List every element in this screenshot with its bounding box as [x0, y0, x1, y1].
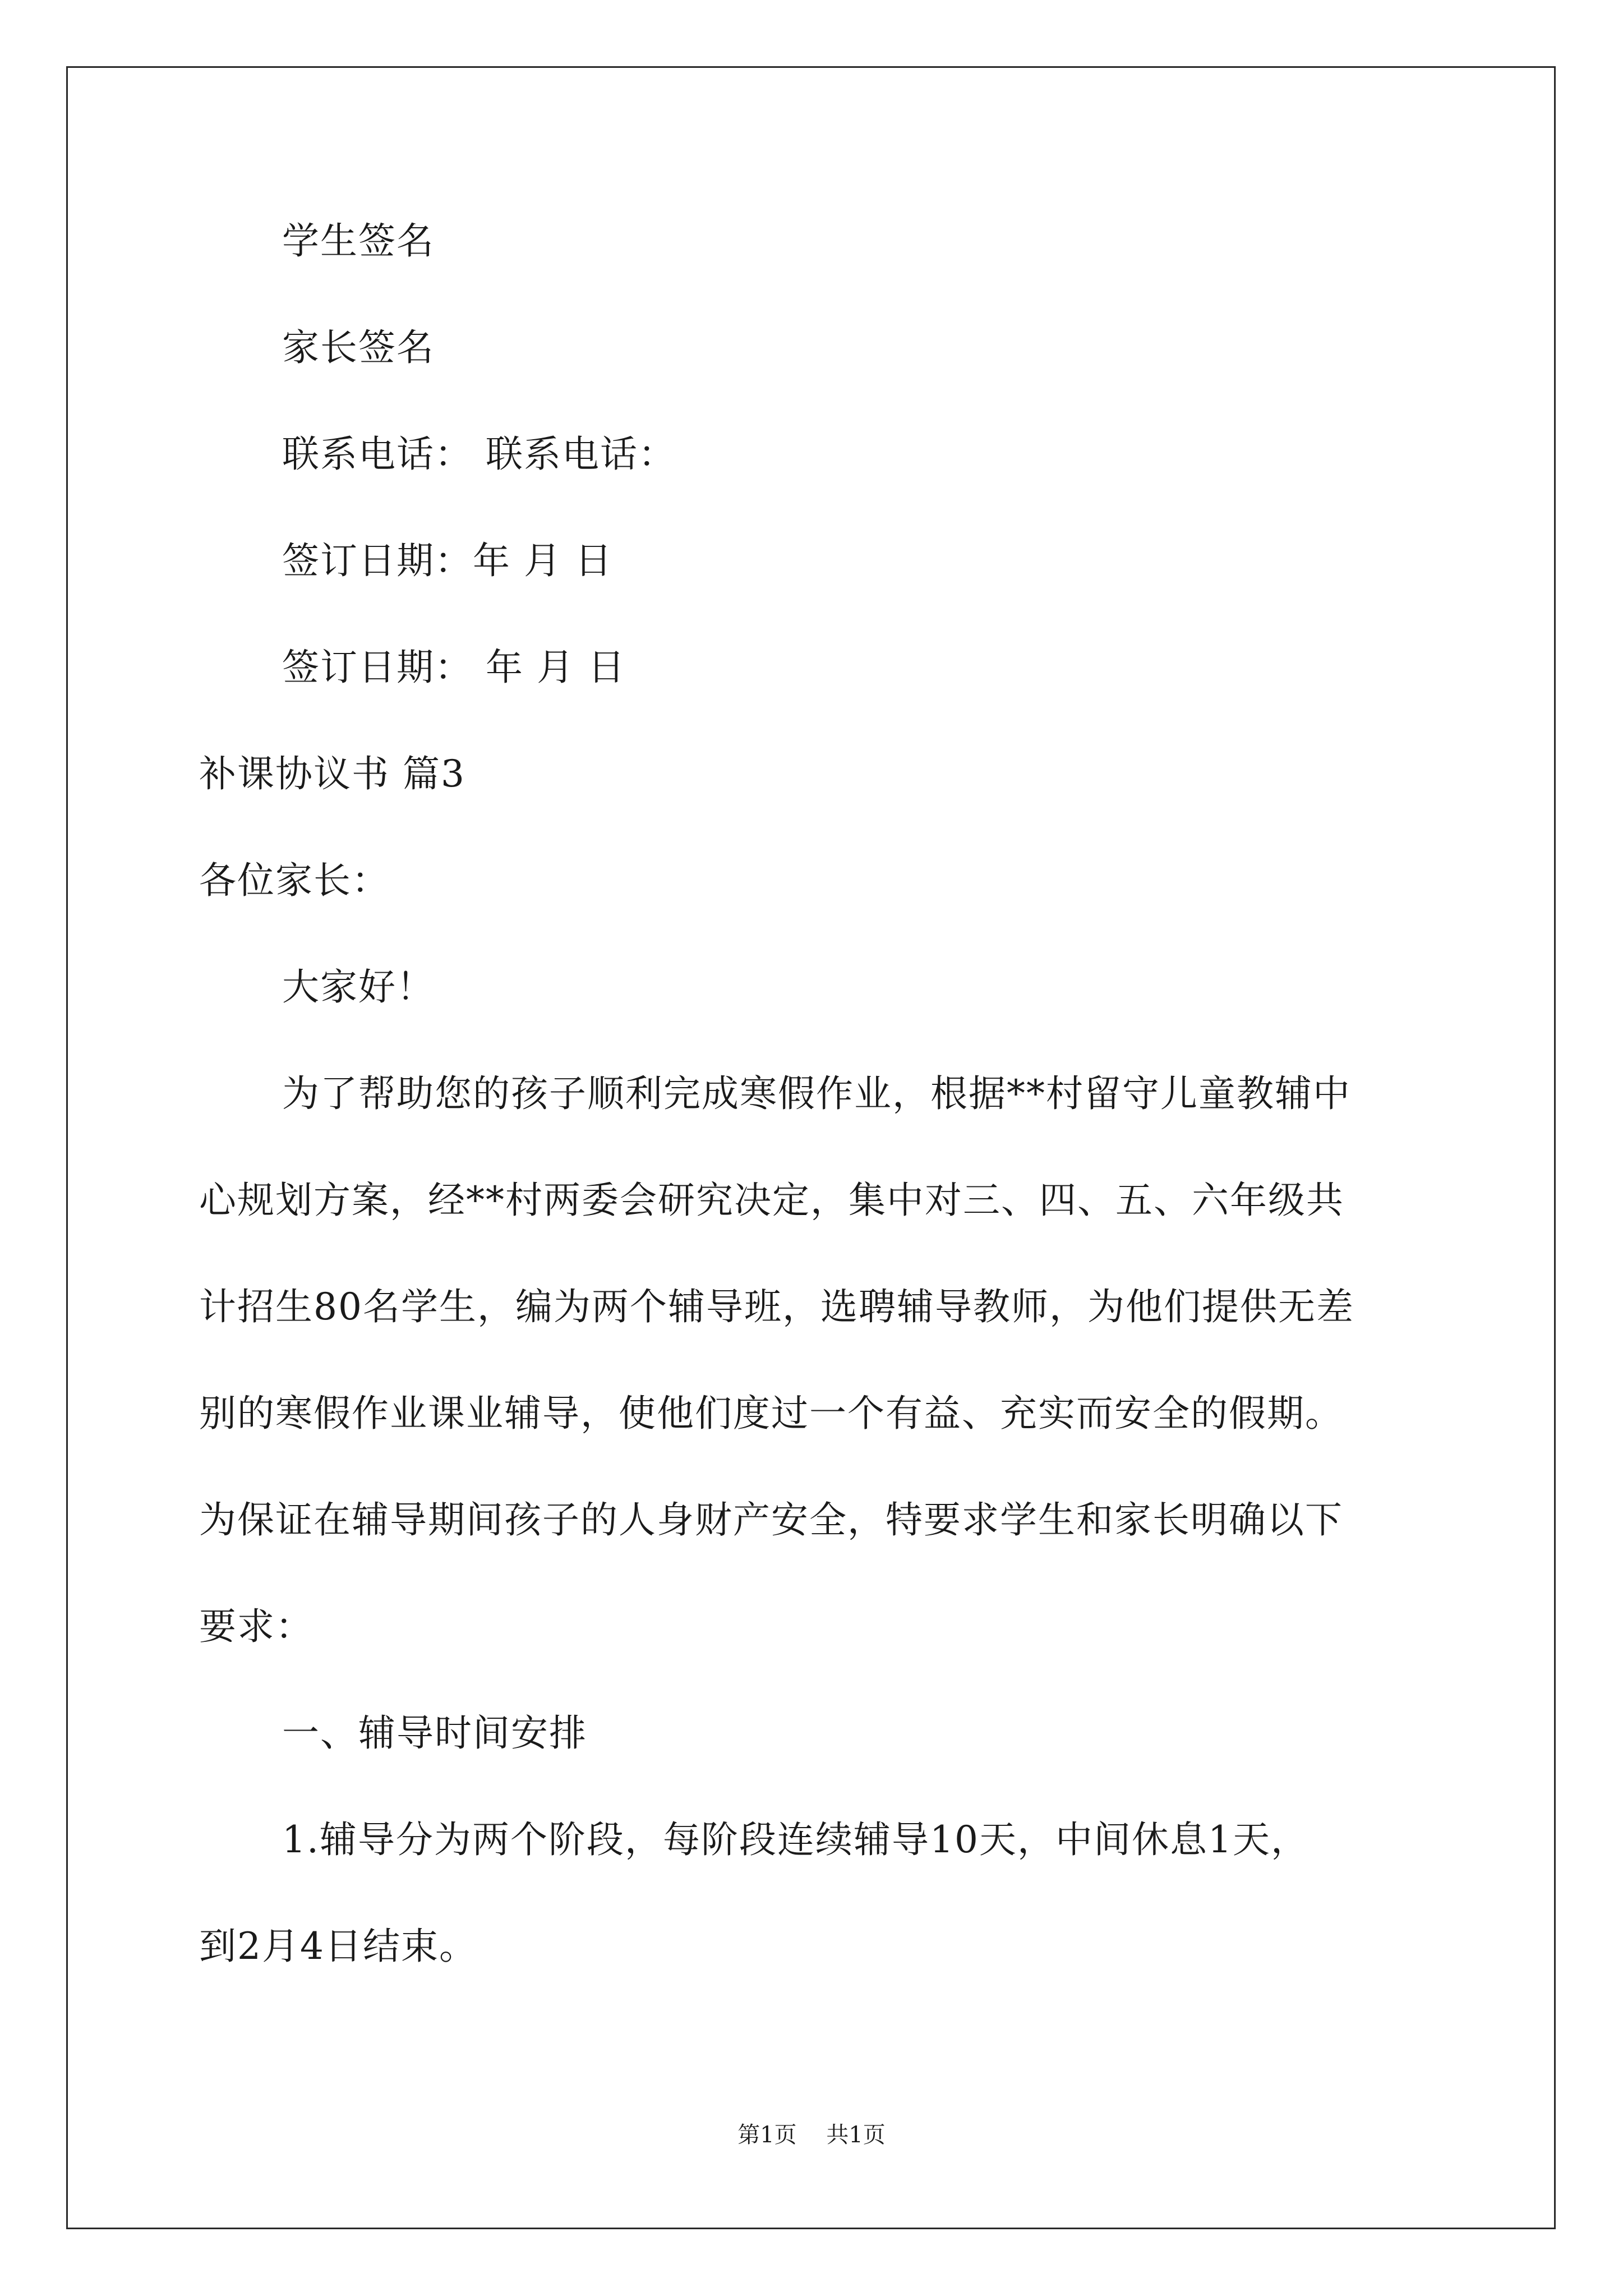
contact-phone-line: 联系电话： 联系电话：: [282, 432, 676, 476]
signing-date-line-2: 签订日期： 年 月 日: [282, 646, 626, 689]
list-item: 1.辅导分为两个阶段，每阶段连续辅导10天，中间休息1天，: [282, 1818, 1309, 1861]
greeting: 大家好！: [282, 965, 435, 1009]
signing-date-line-1: 签订日期：年 月 日: [282, 539, 613, 582]
paragraph-line: 为了帮助您的孩子顺利完成寒假作业，根据**村留守儿童教辅中: [282, 1072, 1351, 1115]
list-item-continuation: 到2月4日结束。: [199, 1925, 477, 1968]
page-number: 第1页: [737, 2122, 797, 2148]
page-total: 共1页: [826, 2122, 886, 2148]
page-border: [66, 66, 1556, 2229]
section-heading: 补课协议书 篇3: [199, 752, 465, 795]
paragraph-line: 心规划方案，经**村两委会研究决定，集中对三、四、五、六年级共: [199, 1179, 1344, 1222]
salutation: 各位家长：: [199, 859, 390, 902]
paragraph-line: 要求：: [199, 1605, 313, 1648]
subsection-heading: 一、辅导时间安排: [282, 1711, 587, 1755]
page-footer: [0, 2118, 1623, 2152]
paragraph-line: 计招生80名学生，编为两个辅导班，选聘辅导教师，为他们提供无差: [199, 1285, 1354, 1328]
paragraph-line: 别的寒假作业课业辅导，使他们度过一个有益、充实而安全的假期。: [199, 1392, 1343, 1435]
parent-signature-line: 家长签名: [282, 326, 435, 369]
paragraph-line: 为保证在辅导期间孩子的人身财产安全，特要求学生和家长明确以下: [199, 1498, 1343, 1542]
student-signature-line: 学生签名: [282, 219, 435, 263]
